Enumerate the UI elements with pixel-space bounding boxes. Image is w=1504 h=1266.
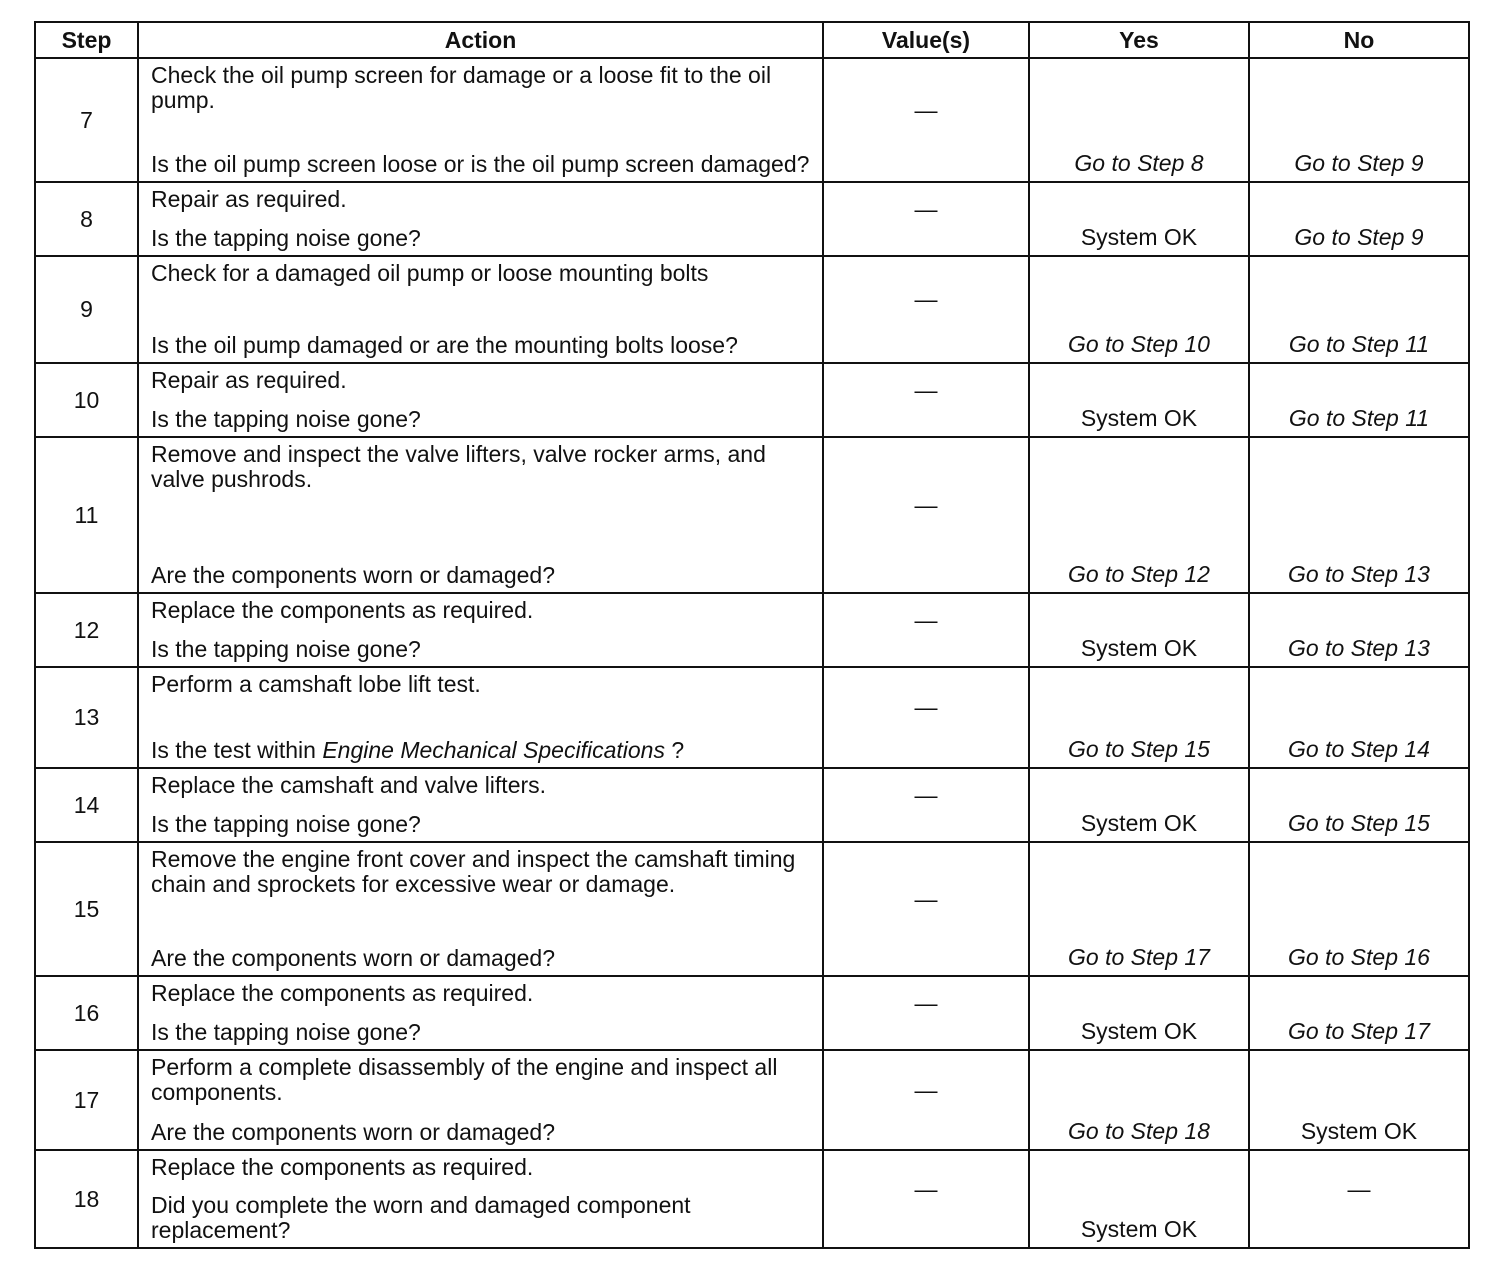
value-cell — [823, 768, 1029, 842]
action-cell — [138, 1150, 823, 1248]
value-dash: — — [914, 1076, 938, 1103]
value-dash: — — [914, 1175, 938, 1202]
yes-cell — [1029, 593, 1249, 667]
step-number: 15 — [35, 842, 138, 976]
action-question: Is the oil pump damaged or are the mounting bolts loose? — [151, 332, 738, 358]
table-row — [35, 1150, 1469, 1248]
no-cell — [1249, 976, 1469, 1050]
yes-result: Go to Step 17 — [1068, 944, 1210, 970]
value-dash: — — [914, 885, 938, 912]
action-question: Is the tapping noise gone? — [151, 406, 421, 432]
value-dash: — — [914, 606, 938, 633]
no-result: Go to Step 13 — [1288, 561, 1430, 587]
no-cell — [1249, 437, 1469, 593]
value-cell — [823, 667, 1029, 768]
action-cell — [138, 58, 823, 182]
no-cell — [1249, 58, 1469, 182]
action-instruction: Remove and inspect the valve lifters, valve rocker arms, and valve pushrods. — [151, 441, 766, 492]
table-row — [35, 58, 1469, 182]
step-number: 17 — [35, 1050, 138, 1150]
no-result: Go to Step 9 — [1294, 224, 1424, 250]
yes-result: System OK — [1080, 224, 1198, 250]
yes-cell — [1029, 976, 1249, 1050]
yes-result: Go to Step 12 — [1068, 561, 1210, 587]
no-result: Go to Step 14 — [1288, 736, 1430, 762]
yes-result: System OK — [1080, 635, 1198, 661]
table-row — [35, 256, 1469, 363]
action-instruction: Repair as required. — [151, 186, 347, 212]
no-cell — [1249, 593, 1469, 667]
value-cell — [823, 256, 1029, 363]
no-cell — [1249, 1050, 1469, 1150]
yes-result: System OK — [1080, 1216, 1198, 1242]
spec-reference: Engine Mechanical Specifications — [322, 737, 665, 763]
table-row — [35, 363, 1469, 437]
value-dash: — — [914, 96, 938, 123]
action-instruction: Perform a camshaft lobe lift test. — [151, 671, 481, 697]
step-number: 7 — [35, 58, 138, 182]
action-instruction: Repair as required. — [151, 367, 347, 393]
table-row — [35, 593, 1469, 667]
no-result: Go to Step 16 — [1288, 944, 1430, 970]
value-cell — [823, 363, 1029, 437]
yes-cell — [1029, 58, 1249, 182]
diagnostic-table — [34, 21, 1470, 1249]
table-row — [35, 182, 1469, 256]
action-cell — [138, 182, 823, 256]
action-cell — [138, 363, 823, 437]
value-cell — [823, 1050, 1029, 1150]
yes-cell — [1029, 768, 1249, 842]
action-question: Is the tapping noise gone? — [151, 225, 421, 251]
yes-result: Go to Step 18 — [1068, 1118, 1210, 1144]
value-cell — [823, 437, 1029, 593]
action-cell — [138, 976, 823, 1050]
no-result: Go to Step 17 — [1288, 1018, 1430, 1044]
step-number: 10 — [35, 363, 138, 437]
no-cell — [1249, 842, 1469, 976]
action-cell — [138, 1050, 823, 1150]
no-cell — [1249, 768, 1469, 842]
value-dash: — — [914, 286, 938, 312]
action-cell — [138, 842, 823, 976]
yes-cell — [1029, 437, 1249, 593]
header-step: Step — [35, 22, 138, 58]
step-number: 8 — [35, 182, 138, 256]
yes-cell — [1029, 256, 1249, 363]
action-cell — [138, 437, 823, 593]
no-result: Go to Step 13 — [1288, 635, 1430, 661]
value-cell — [823, 976, 1029, 1050]
yes-cell — [1029, 842, 1249, 976]
no-result: System OK — [1300, 1118, 1418, 1144]
value-dash: — — [914, 989, 938, 1016]
yes-result: Go to Step 8 — [1074, 150, 1204, 176]
yes-result: Go to Step 15 — [1068, 736, 1210, 762]
value-cell — [823, 593, 1029, 667]
yes-result: System OK — [1080, 810, 1198, 836]
yes-cell — [1029, 667, 1249, 768]
no-cell — [1249, 363, 1469, 437]
action-instruction: Replace the camshaft and valve lifters. — [151, 772, 547, 798]
yes-cell — [1029, 1050, 1249, 1150]
yes-cell — [1029, 363, 1249, 437]
value-dash: — — [914, 781, 938, 808]
header-value: Value(s) — [823, 22, 1029, 58]
no-cell — [1249, 667, 1469, 768]
yes-cell — [1029, 1150, 1249, 1248]
step-number: 14 — [35, 768, 138, 842]
yes-result: System OK — [1080, 1018, 1198, 1044]
step-number: 18 — [35, 1150, 138, 1248]
no-result: Go to Step 11 — [1288, 331, 1430, 357]
action-question: Are the components worn or damaged? — [151, 1119, 556, 1145]
step-number: 13 — [35, 667, 138, 768]
no-cell — [1249, 182, 1469, 256]
action-instruction: Perform a complete disassembly of the engine and inspect all components. — [151, 1054, 778, 1105]
table-row — [35, 667, 1469, 768]
table-row — [35, 842, 1469, 976]
no-result: Go to Step 9 — [1294, 150, 1424, 176]
no-cell — [1249, 1150, 1469, 1248]
step-number: 12 — [35, 593, 138, 667]
action-cell — [138, 667, 823, 768]
value-dash: — — [914, 195, 938, 222]
value-dash: — — [914, 491, 938, 518]
action-question — [151, 738, 810, 763]
action-instruction: Check the oil pump screen for damage or a loose fit to the oil pump. — [151, 62, 772, 113]
value-dash: — — [914, 376, 938, 403]
action-instruction: Check for a damaged oil pump or loose mounting bolts — [151, 260, 709, 286]
value-cell — [823, 58, 1029, 182]
no-result: Go to Step 11 — [1288, 405, 1430, 431]
action-question: Did you complete the worn and damaged component replacement? — [151, 1192, 691, 1243]
action-question: Are the components worn or damaged? — [151, 562, 556, 588]
step-number: 9 — [35, 256, 138, 363]
header-row — [35, 22, 1469, 58]
table-row — [35, 768, 1469, 842]
no-result: Go to Step 15 — [1288, 810, 1430, 836]
value-cell — [823, 1150, 1029, 1248]
header-no: No — [1249, 22, 1469, 58]
no-cell — [1249, 256, 1469, 363]
header-yes: Yes — [1029, 22, 1249, 58]
action-question: Is the oil pump screen loose or is the oil pump screen damaged? — [151, 151, 810, 177]
no-result: — — [1347, 1175, 1371, 1202]
action-cell — [138, 593, 823, 667]
action-question: Is the tapping noise gone? — [151, 811, 421, 837]
action-question: Is the tapping noise gone? — [151, 636, 421, 662]
step-number: 11 — [35, 437, 138, 593]
table-row — [35, 1050, 1469, 1150]
header-action: Action — [138, 22, 823, 58]
value-cell — [823, 842, 1029, 976]
value-cell — [823, 182, 1029, 256]
question-text: Is the test within — [151, 737, 323, 763]
table-row — [35, 976, 1469, 1050]
action-instruction: Replace the components as required. — [151, 597, 534, 623]
yes-result: Go to Step 10 — [1068, 331, 1210, 357]
action-cell — [138, 768, 823, 842]
action-cell — [138, 256, 823, 363]
yes-result: System OK — [1080, 405, 1198, 431]
yes-cell — [1029, 182, 1249, 256]
question-end: ? — [664, 737, 685, 763]
action-question: Is the tapping noise gone? — [151, 1019, 421, 1045]
action-question: Are the components worn or damaged? — [151, 945, 556, 971]
value-dash: — — [914, 694, 938, 720]
step-number: 16 — [35, 976, 138, 1050]
action-instruction: Remove the engine front cover and inspect the camshaft timing chain and sprockets for excessive wear or damage. — [151, 846, 796, 897]
table-row — [35, 437, 1469, 593]
action-instruction: Replace the components as required. — [151, 1154, 534, 1180]
action-instruction: Replace the components as required. — [151, 980, 534, 1006]
